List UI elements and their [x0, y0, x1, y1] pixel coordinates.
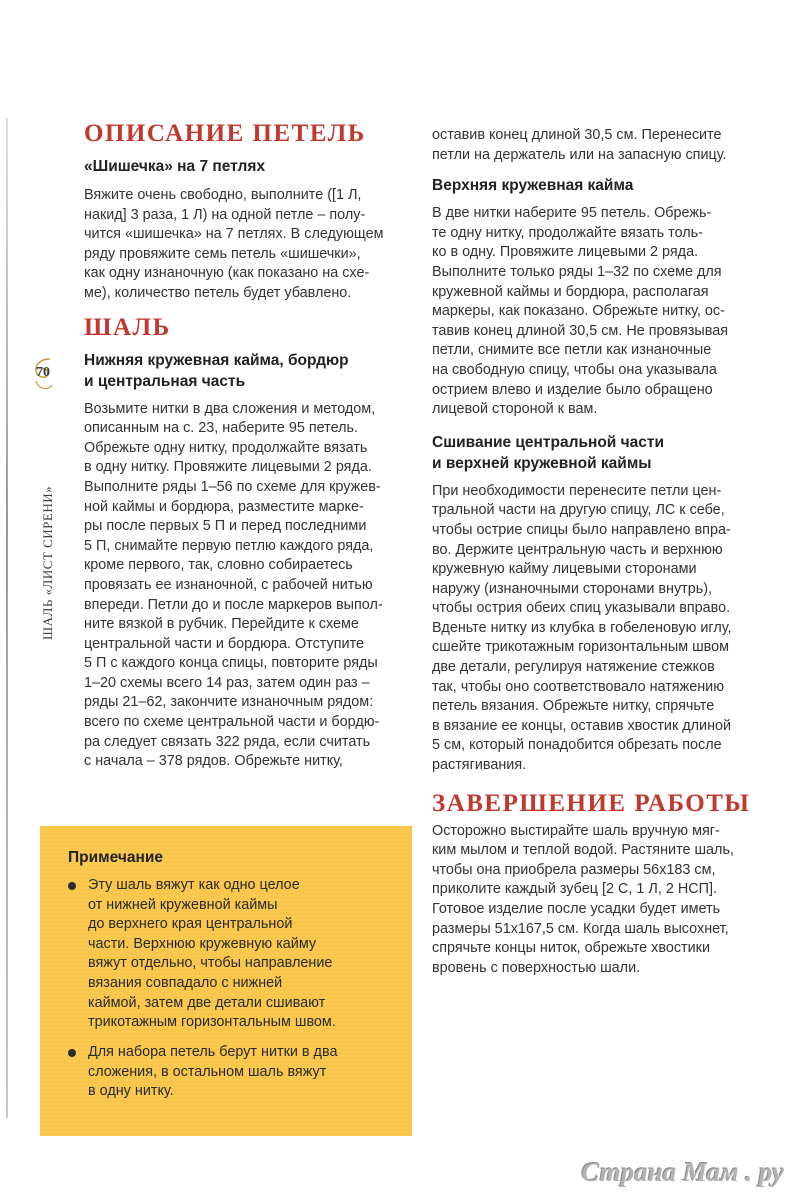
text-line: ким мылом и теплой водой. Растяните шаль,	[432, 842, 734, 859]
note-item-1	[88, 876, 398, 1033]
text-line: Возьмите нитки в два сложения и методом,	[84, 400, 376, 417]
text-line: чтобы она приобрела размеры 56х183 см,	[432, 861, 716, 878]
text-line: наружу (изнаночными сторонами внутрь),	[432, 580, 713, 597]
text-line: Готовое изделие после усадки будет иметь	[432, 901, 721, 917]
left-column	[84, 118, 414, 772]
section-title-finishing: ЗАВЕРШЕНИЕ РАБОТЫ	[432, 789, 751, 817]
text-line: петель вязания. Обрежьте нитку, спрячьте	[432, 698, 715, 715]
paragraph-finishing	[432, 822, 762, 979]
text-line: чтобы острия обеих спиц указывали вправо.	[432, 600, 731, 617]
text-line: ряды 21–62, закончите изнаночным рядом:	[84, 694, 374, 711]
text-line: на свободную спицу, чтобы она указывала	[432, 361, 717, 378]
paragraph-continuation	[432, 126, 762, 165]
text-line: вязания совпадало с нижней	[88, 974, 283, 991]
text-line: спрячьте концы ниток, обрежьте хвостики	[432, 940, 710, 957]
text-line: провязать ее изнаночной, с рабочей нитью	[84, 576, 373, 593]
text-line: тавив конец длиной 30,5 см. Не провязывая	[432, 322, 729, 339]
text-line: впереди. Петли до и после маркеров выпол-	[84, 596, 383, 613]
text-line: размеры 51х167,5 см. Когда шаль высохнет,	[432, 920, 729, 937]
text-line: во. Держите центральную часть и верхнюю	[432, 541, 723, 558]
right-column	[432, 126, 762, 978]
bullet-icon	[68, 882, 76, 890]
text-line: всего по схеме центральной части и бордю-	[84, 714, 380, 731]
text-line: Для набора петель берут нитки в два	[88, 1044, 338, 1060]
paragraph-lower-edging	[84, 400, 414, 772]
note-box	[40, 826, 412, 1136]
text-line: Обрежьте одну нитку, продолжайте вязать	[84, 439, 368, 456]
paragraph-upper-edging	[432, 204, 762, 420]
subheading-joining-line2: и верхней кружевной каймы	[432, 454, 652, 472]
subheading-lower-edging-line2: и центральная часть	[84, 372, 246, 390]
text-line: тральной части на другую спицу, ЛС к себе,	[432, 502, 725, 519]
text-line: петли, снимите все петли как изнаночные	[432, 342, 712, 359]
text-line: При необходимости перенесите петли цен-	[432, 482, 722, 499]
text-line: с начала – 378 рядов. Обрежьте нитку,	[84, 753, 343, 770]
subheading-lower-edging-line1: Нижняя кружевная кайма, бордюр	[84, 351, 349, 369]
text-line: кружевную кайму лицевыми сторонами	[432, 561, 697, 578]
subheading-joining-line1: Сшивание центральной части	[432, 433, 664, 451]
text-line: вяжут отдельно, чтобы направление	[88, 955, 333, 972]
subheading-upper-edging: Верхняя кружевная кайма	[432, 177, 634, 195]
section-title-stitches: ОПИСАНИЕ ПЕТЕЛЬ	[84, 120, 366, 147]
text-line: острием влево и изделие было обращено	[432, 381, 713, 398]
text-line: ните вязкой в рубчик. Перейдите к схеме	[84, 616, 359, 633]
text-line: ной каймы и бордюра, разместите марке-	[84, 498, 364, 515]
text-line: центральной части и бордюра. Отступите	[84, 635, 365, 652]
text-line: Вденьте нитку из клубка в гобеленовую иглу,	[432, 619, 732, 636]
text-line: ры после первых 5 П и перед последними	[84, 518, 367, 535]
text-line: 1–20 схемы всего 14 раз, затем один раз –	[84, 674, 370, 691]
site-watermark: Страна Мам . ру	[581, 1157, 784, 1187]
text-line: чтобы острие спицы было направлено впра-	[432, 521, 731, 538]
text-line: как одну изнаночную (как показано на схе-	[84, 265, 370, 282]
text-line: кроме первого, так, словно собираетесь	[84, 557, 353, 574]
text-line: описанным на с. 23, наберите 95 петель.	[84, 420, 358, 437]
text-line: Выполните только ряды 1–32 по схеме для	[432, 263, 722, 280]
page-edge	[6, 118, 8, 1118]
text-line: до верхнего края центральной	[88, 916, 293, 933]
text-line: петли на держатель или на запасную спицу.	[432, 146, 727, 163]
text-line: в одну нитку.	[88, 1083, 174, 1100]
text-line: Эту шаль вяжут как одно целое	[88, 877, 300, 893]
text-line: от нижней кружевной каймы	[88, 896, 278, 913]
text-line: оставив конец длиной 30,5 см. Перенесите	[432, 127, 722, 143]
text-line: те одну нитку, продолжайте вязать толь-	[432, 224, 703, 241]
text-line: Выполните ряды 1–56 по схеме для кружев-	[84, 478, 381, 495]
text-line: приколите каждый зубец [2 С, 1 Л, 2 НСП].	[432, 881, 717, 898]
paragraph-joining	[432, 482, 762, 776]
text-line: ме), количество петель будет убавлено.	[84, 284, 352, 301]
text-line: вровень с поверхностью шали.	[432, 959, 641, 976]
text-line: сшейте трикотажным горизонтальным швом	[432, 639, 730, 656]
text-line: так, чтобы оно соответствовало натяжению	[432, 678, 725, 695]
text-line: Осторожно выстирайте шаль вручную мяг-	[432, 822, 720, 839]
text-line: маркеры, как показано. Обрежьте нитку, ос-	[432, 303, 725, 320]
text-line: ко в одну. Провяжите лицевыми 2 ряда.	[432, 244, 699, 261]
text-line: сложения, в остальном шаль вяжут	[88, 1063, 327, 1080]
text-line: ряду провяжите семь петель «шишечки»,	[84, 245, 361, 262]
text-line: две детали, регулируя натяжение стежков	[432, 659, 715, 676]
text-line: каймой, затем две детали сшивают	[88, 994, 326, 1011]
running-title: ШАЛЬ «ЛИСТ СИРЕНИ»	[40, 485, 55, 640]
text-line: 5 см, который понадобится обрезать после	[432, 737, 722, 754]
text-line: лицевой стороной к вам.	[432, 401, 598, 418]
note-title: Примечание	[68, 849, 163, 866]
text-line: трикотажным горизонтальным швом.	[88, 1014, 336, 1031]
text-line: накид] 3 раза, 1 Л) на одной петле – полу-	[84, 206, 366, 223]
text-line: в одну нитку. Провяжите лицевыми 2 ряда.	[84, 459, 372, 476]
text-line: Вяжите очень свободно, выполните ([1 Л,	[84, 187, 362, 203]
text-line: ра следует связать 322 ряда, если считать	[84, 733, 371, 750]
text-line: кружевной каймы и бордюра, располагая	[432, 283, 709, 300]
section-title-shawl: ШАЛЬ	[84, 313, 171, 341]
subheading-bobble: «Шишечка» на 7 петлях	[84, 158, 266, 175]
text-line: В две нитки наберите 95 петель. Обрежь-	[432, 205, 712, 222]
text-line: части. Верхнюю кружевную кайму	[88, 935, 317, 952]
text-line: растягивания.	[432, 757, 527, 774]
text-line: 5 П, снимайте первую петлю каждого ряда,	[84, 537, 374, 554]
paragraph-bobble	[84, 186, 414, 304]
page-number: 70	[36, 365, 50, 380]
bullet-icon	[68, 1049, 76, 1057]
text-line: чится «шишечка» на 7 петлях. В следующем	[84, 226, 384, 243]
note-item-2	[88, 1043, 398, 1102]
text-line: 5 П с каждого конца спицы, повторите ряды	[84, 655, 378, 672]
text-line: в вязание ее концы, оставив хвостик длиной	[432, 717, 732, 734]
